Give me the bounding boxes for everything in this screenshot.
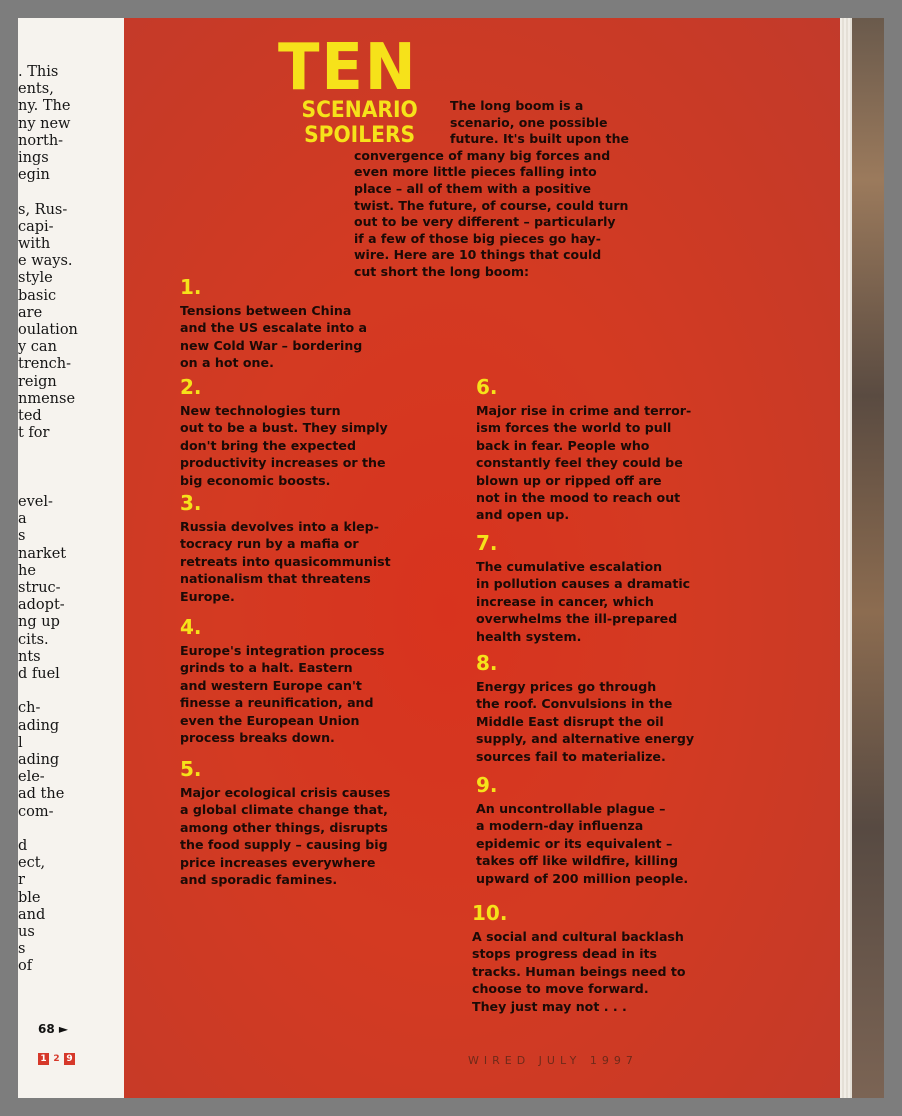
spoiler-number: 1.	[180, 275, 202, 299]
spoiler-item	[476, 652, 694, 765]
spoiler-text	[180, 784, 390, 888]
intro-line: twist. The future, of course, could turn	[354, 197, 629, 213]
intro-line: even more little pieces falling into	[354, 164, 597, 180]
left-text-fragment: ble	[18, 889, 41, 906]
page-digit: 1	[38, 1053, 49, 1065]
spoiler-line: Tensions between China	[180, 303, 352, 318]
spoiler-line: choose to move forward.	[472, 981, 649, 997]
spoiler-line: constantly feel they could be	[476, 455, 683, 471]
spoiler-text	[476, 678, 694, 765]
spoiler-line: They just may not . . .	[472, 998, 627, 1014]
spoiler-line: Middle East disrupt the oil	[476, 713, 664, 729]
spoiler-text	[180, 518, 391, 605]
left-text-fragment: north-	[18, 132, 64, 149]
background-edge	[852, 18, 884, 1098]
spoiler-text	[476, 558, 690, 645]
spoiler-number: 7.	[476, 531, 498, 555]
spoiler-line: epidemic or its equivalent –	[476, 835, 673, 851]
title-line: SCENARIO	[301, 98, 418, 123]
left-text-fragment: struc-	[18, 580, 61, 596]
spoiler-line: stops progress dead in its	[472, 946, 658, 962]
left-text-fragment: ading	[18, 752, 60, 768]
spoiler-line: back in fear. People who	[476, 437, 650, 453]
left-text-fragment: adopt-	[18, 597, 65, 614]
spoiler-text	[180, 402, 388, 489]
spoiler-line: the roof. Convulsions in the	[476, 696, 673, 712]
left-text-fragment: s	[18, 941, 26, 958]
left-text-fragment: ny new	[18, 115, 71, 132]
spoiler-line: Europe.	[180, 588, 235, 604]
left-text-fragment: l	[18, 734, 23, 751]
spoiler-number: 5.	[180, 757, 202, 781]
spoiler-line: ism forces the world to pull	[476, 420, 672, 436]
spoiler-line: Europe's integration process	[180, 643, 385, 658]
spoiler-line: in pollution causes a dramatic	[476, 576, 691, 592]
intro-line: place – all of them with a positive	[354, 180, 591, 196]
spoiler-line: and open up.	[476, 507, 570, 523]
page-digit: 9	[64, 1053, 75, 1065]
left-text-fragment: r	[18, 872, 25, 889]
intro-line: if a few of those big pieces go hay-	[354, 230, 601, 246]
spoiler-line: out to be a bust. They simply	[180, 420, 388, 436]
spoiler-number: 4.	[180, 615, 202, 639]
spoiler-item	[476, 774, 688, 887]
left-text-fragment: style	[18, 270, 53, 287]
left-text-fragment: ad the	[18, 786, 65, 803]
page-number	[38, 1053, 75, 1065]
left-text-fragment: trench-	[18, 356, 72, 373]
left-text-fragment: are	[18, 304, 43, 321]
left-text-fragment: . This	[18, 64, 59, 80]
left-text-fragment: capi-	[18, 218, 54, 235]
left-text-fragment: d	[18, 838, 28, 854]
intro-line: convergence of many big forces and	[354, 147, 611, 163]
spoiler-number: 2.	[180, 375, 202, 399]
intro-line: cut short the long boom:	[354, 263, 529, 279]
spoiler-line: price increases everywhere	[180, 854, 376, 870]
spoiler-text	[476, 402, 691, 524]
spoiler-line: retreats into quasicommunist	[180, 553, 391, 569]
left-text-fragment: y can	[18, 339, 57, 356]
left-text-fragment: s, Rus-	[18, 201, 68, 218]
spoiler-line: on a hot one.	[180, 355, 274, 371]
spoiler-item	[180, 616, 385, 746]
left-text-fragment: and	[18, 906, 46, 923]
left-text-fragment: cits.	[18, 631, 49, 648]
spoiler-line: don't bring the expected	[180, 437, 356, 453]
spoiler-item	[472, 902, 686, 1015]
spoiler-line: productivity increases or the	[180, 455, 386, 471]
left-text-fragment: d fuel	[18, 666, 60, 682]
left-text-fragment: evel-	[18, 494, 53, 510]
spoiler-line: not in the mood to reach out	[476, 490, 681, 506]
spoiler-line: nationalism that threatens	[180, 571, 371, 587]
left-text-fragment: reign	[18, 373, 57, 390]
page-digit: 2	[51, 1053, 62, 1065]
spoiler-item	[180, 276, 367, 372]
spoiler-line: The cumulative escalation	[476, 559, 663, 574]
left-text-fragment: ted	[18, 408, 42, 424]
spoiler-line: new Cold War – bordering	[180, 337, 363, 353]
spoiler-line: takes off like wildfire, killing	[476, 853, 678, 869]
spoiler-text	[476, 800, 688, 887]
page-footer: WIRED JULY 1997	[468, 1054, 638, 1067]
left-text-fragment: of	[18, 958, 33, 975]
left-text-fragment: a	[18, 511, 27, 528]
spoiler-line: Russia devolves into a klep-	[180, 519, 379, 534]
spoiler-line: finesse a reunification, and	[180, 695, 374, 711]
spoiler-line: sources fail to materialize.	[476, 748, 666, 764]
page-edges	[840, 18, 852, 1098]
spoiler-line: Major ecological crisis causes	[180, 785, 391, 800]
spoiler-line: tocracy run by a mafia or	[180, 536, 359, 552]
left-text-fragment: egin	[18, 167, 50, 184]
page-reference: 68 ►	[38, 1022, 69, 1036]
left-text-fragment: with	[18, 236, 51, 252]
spoiler-line: a global climate change that,	[180, 802, 388, 818]
spoiler-line: the food supply – causing big	[180, 837, 388, 853]
left-text-fragment: us	[18, 924, 35, 940]
left-text-fragment: e ways.	[18, 253, 73, 270]
spoiler-line: and sporadic famines.	[180, 872, 338, 888]
spoiler-number: 10.	[472, 901, 508, 925]
spoiler-number: 9.	[476, 773, 498, 797]
left-text-fragment: t for	[18, 425, 50, 442]
intro-line: The long boom is a	[450, 98, 584, 113]
spoiler-line: A social and cultural backlash	[472, 929, 684, 944]
spoiler-number: 6.	[476, 375, 498, 399]
left-text-fragment: narket	[18, 545, 67, 562]
spoiler-line: and the US escalate into a	[180, 320, 368, 336]
spoiler-line: supply, and alternative energy	[476, 731, 695, 747]
left-text-fragment: ch-	[18, 700, 41, 717]
left-text-fragment: nts	[18, 648, 41, 665]
spoiler-line: even the European Union	[180, 712, 360, 728]
left-text-fragment: nmense	[18, 390, 76, 407]
spoiler-text	[180, 302, 367, 372]
spoiler-line: increase in cancer, which	[476, 593, 654, 609]
left-text-fragment: ings	[18, 150, 49, 166]
left-text-fragment: ents,	[18, 81, 54, 98]
article-page	[124, 18, 840, 1098]
left-text-fragment: oulation	[18, 322, 78, 338]
left-text-fragment: ele-	[18, 769, 45, 786]
spoiler-line: among other things, disrupts	[180, 819, 388, 835]
spoiler-line: Major rise in crime and terror-	[476, 403, 692, 418]
spoiler-number: 8.	[476, 651, 498, 675]
left-text-fragment: he	[18, 562, 36, 579]
left-page	[18, 18, 124, 1098]
spoiler-text	[180, 642, 385, 746]
spoiler-line: An uncontrollable plague –	[476, 801, 666, 816]
intro-paragraph	[354, 98, 694, 281]
spoiler-number: 3.	[180, 491, 202, 515]
spoiler-line: upward of 200 million people.	[476, 870, 689, 886]
left-text-fragment: com-	[18, 803, 54, 820]
magazine-photo	[18, 18, 884, 1098]
spoiler-line: New technologies turn	[180, 403, 341, 418]
left-text-fragment: ading	[18, 717, 60, 734]
intro-line: wire. Here are 10 things that could	[354, 247, 602, 263]
spoiler-line: process breaks down.	[180, 730, 335, 746]
spoiler-item	[476, 376, 691, 524]
intro-line: scenario, one possible	[450, 114, 608, 130]
spoiler-line: and western Europe can't	[180, 677, 362, 693]
spoiler-item	[180, 376, 388, 489]
spoiler-text	[472, 928, 686, 1015]
spoiler-line: blown up or ripped off are	[476, 472, 662, 488]
spoiler-line: grinds to a halt. Eastern	[180, 660, 353, 676]
left-text-fragment: ny. The	[18, 98, 71, 115]
left-text-fragment: basic	[18, 287, 57, 304]
spoiler-line: overwhelms the ill-prepared	[476, 611, 678, 627]
left-text-fragment: ng up	[18, 614, 60, 631]
spoiler-item	[180, 492, 391, 605]
spoiler-line: big economic boosts.	[180, 472, 331, 488]
title-main: TEN	[278, 31, 418, 105]
left-text-fragment: s	[18, 528, 26, 545]
spoiler-line: tracks. Human beings need to	[472, 963, 686, 979]
spoiler-line: health system.	[476, 628, 582, 644]
intro-line: out to be very different – particularly	[354, 214, 616, 230]
title-line: SPOILERS	[304, 123, 416, 148]
spoiler-item	[180, 758, 390, 888]
spoiler-line: Energy prices go through	[476, 679, 657, 694]
left-text-fragment: ect,	[18, 855, 46, 872]
spoiler-line: a modern-day influenza	[476, 818, 644, 834]
intro-line: future. It's built upon the	[450, 131, 629, 147]
spoiler-item	[476, 532, 690, 645]
